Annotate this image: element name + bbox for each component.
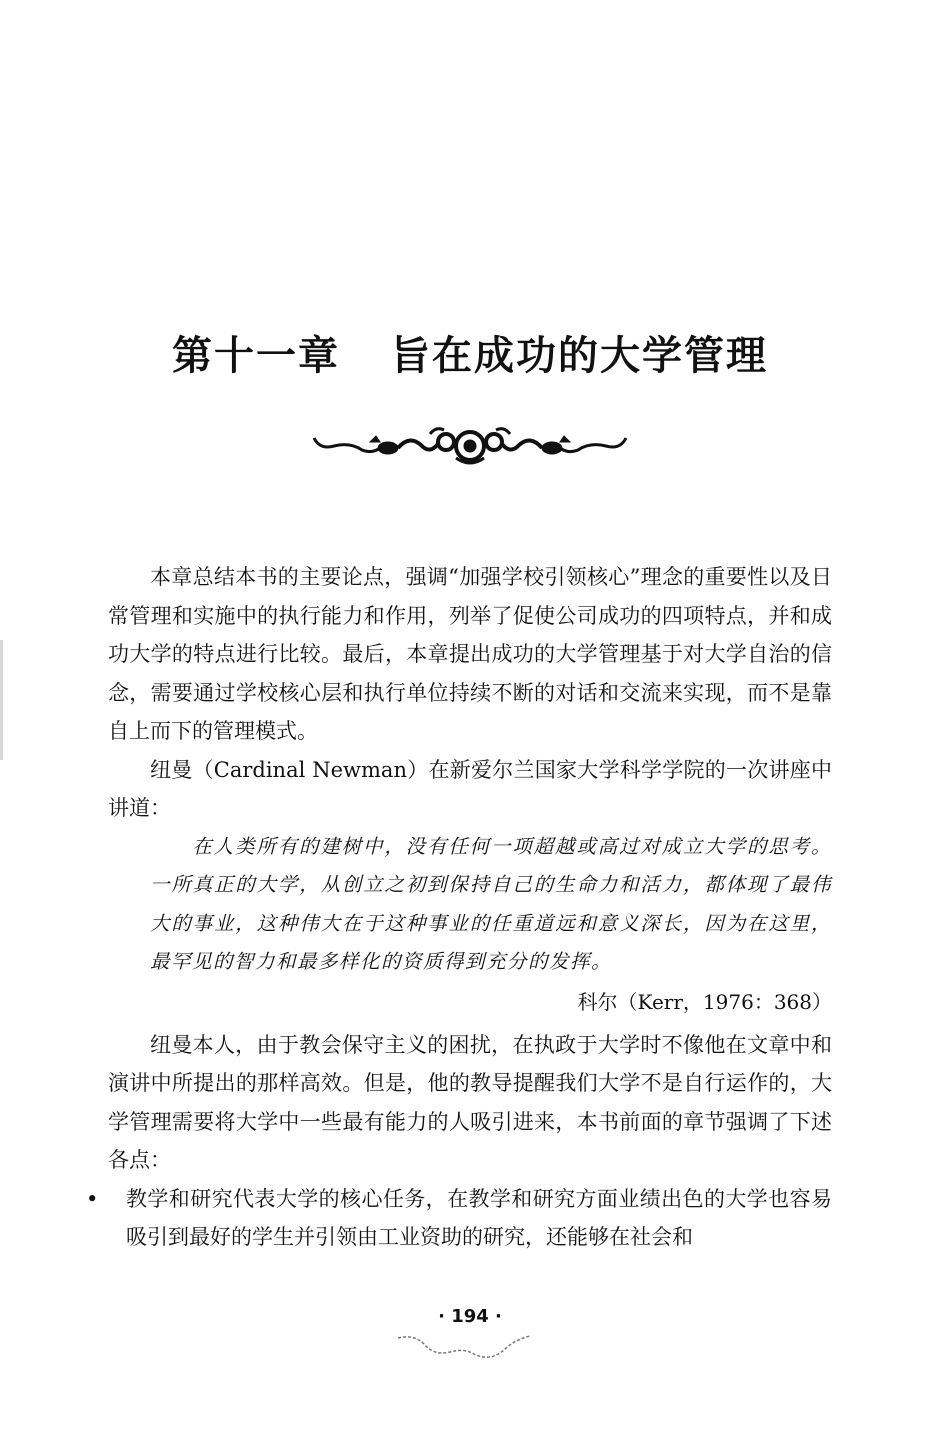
paragraph-summary: 本章总结本书的主要论点，强调“加强学校引领核心”理念的重要性以及日常管理和实施中的执行能力和作用，列举了促使公司成功的四项特点，并和成功大学的特点进行比较。最后，本章提出成功的大学管理基于对大学自治的信念，需要通过学校核心层和执行单位持续不断的对话和交流来实现，而不是靠自上而下的管理模式。 bbox=[108, 565, 832, 743]
quote-text: 在人类所有的建树中，没有任何一项超越或高过对成立大学的思考。一所真正的大学，从创立之初到保持自己的生命力和活力，都体现了最伟大的事业，这种伟大在于这种事业的任重道远和意义深长，因为在这里，最罕见的智力和最多样化的资质得到充分的发挥。 bbox=[150, 834, 832, 973]
chapter-title: 旨在成功的大学管理 bbox=[390, 333, 768, 379]
bullet-icon: • bbox=[86, 1186, 99, 1211]
chapter-heading bbox=[0, 328, 940, 384]
chapter-number: 第十一章 bbox=[172, 333, 340, 379]
quote-citation: 科尔（Kerr，1976：368） bbox=[577, 989, 832, 1014]
paragraph-newman-practice: 纽曼本人，由于教会保守主义的困扰，在执政于大学时不像他在文章中和演讲中所提出的那样高效。但是，他的教导提醒我们大学不是自行运作的，大学管理需要将大学中一些最有能力的人吸引进来，本书前面的章节强调了下述各点： bbox=[108, 1032, 832, 1172]
bullet-text: 教学和研究代表大学的核心任务，在教学和研究方面业绩出色的大学也容易吸引到最好的学生并引领由工业资助的研究，还能够在社会和 bbox=[126, 1186, 832, 1249]
scan-edge-shadow bbox=[0, 640, 3, 760]
page-number: · 194 · bbox=[438, 1306, 502, 1327]
page-number-flourish-icon bbox=[394, 1332, 534, 1366]
block-quote bbox=[150, 828, 832, 982]
decorative-scroll-ornament-icon bbox=[310, 424, 630, 468]
bullet-list-item bbox=[86, 1180, 832, 1257]
paragraph-newman-intro: 纽曼（Cardinal Newman）在新爱尔兰国家大学科学学院的一次讲座中讲道： bbox=[108, 757, 832, 820]
chapter-body bbox=[86, 558, 832, 1257]
